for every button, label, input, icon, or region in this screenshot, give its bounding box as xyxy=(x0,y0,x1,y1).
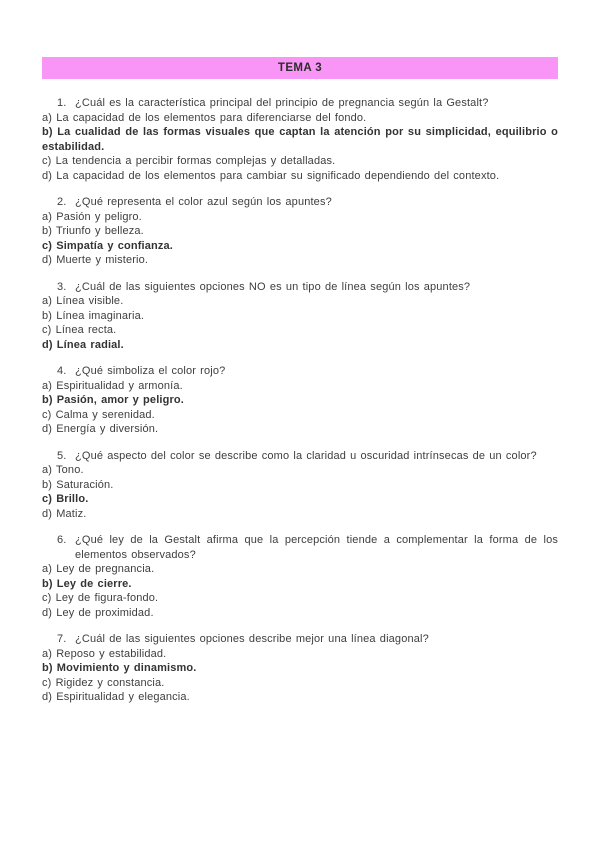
answer-option xyxy=(42,169,558,184)
option-letter: c) xyxy=(42,155,52,167)
option-letter: a) xyxy=(42,379,53,392)
option-text: La tendencia a percibir formas complejas y detalladas. xyxy=(55,155,336,167)
answer-option xyxy=(42,507,558,522)
option-letter: a) xyxy=(42,210,53,223)
option-text: Ley de proximidad. xyxy=(56,606,154,619)
answer-option xyxy=(42,393,558,408)
option-letter: a) xyxy=(42,111,53,124)
question-block xyxy=(42,364,558,437)
question-number: 1. xyxy=(57,97,67,109)
answer-option xyxy=(42,338,558,353)
option-letter: b) xyxy=(42,126,53,138)
option-text: Reposo y estabilidad. xyxy=(56,647,167,660)
answer-option xyxy=(42,492,558,507)
question-block xyxy=(42,96,558,183)
question-block xyxy=(42,533,558,620)
option-letter: c) xyxy=(42,592,52,604)
option-text: Ley de pregnancia. xyxy=(56,563,155,575)
option-text: Ley de figura-fondo. xyxy=(55,592,159,604)
option-text: Movimiento y dinamismo. xyxy=(56,662,197,674)
option-letter: d) xyxy=(42,254,53,266)
questions-list xyxy=(42,96,558,705)
answer-option xyxy=(42,562,558,577)
tema-title: TEMA 3 xyxy=(277,62,323,74)
answer-option xyxy=(42,253,558,268)
option-text: Línea visible. xyxy=(56,295,124,307)
answer-option xyxy=(42,224,558,239)
question-number: 2. xyxy=(57,196,67,208)
answer-option xyxy=(42,591,558,606)
option-text: Calma y serenidad. xyxy=(55,408,155,421)
answer-option xyxy=(42,478,558,493)
question-number: 7. xyxy=(57,633,67,645)
question-text xyxy=(42,533,558,562)
option-letter: d) xyxy=(42,606,53,619)
option-letter: a) xyxy=(42,563,53,575)
answer-option xyxy=(42,676,558,691)
answer-option xyxy=(42,111,558,126)
answer-option xyxy=(42,647,558,662)
option-letter: d) xyxy=(42,507,53,520)
option-text: Ley de cierre. xyxy=(56,577,132,590)
option-text: Tono. xyxy=(56,464,84,476)
question-text xyxy=(42,632,558,647)
answer-option xyxy=(42,309,558,324)
answer-option xyxy=(42,661,558,676)
option-letter: a) xyxy=(42,464,53,476)
answer-option xyxy=(42,463,558,478)
question-block xyxy=(42,632,558,705)
answer-option xyxy=(42,210,558,225)
option-text: Energía y diversión. xyxy=(56,423,159,435)
option-text: La capacidad de los elementos para diferenciarse del fondo. xyxy=(56,111,367,124)
option-text: Pasión y peligro. xyxy=(56,210,142,223)
question-text xyxy=(42,364,558,379)
option-text: Brillo. xyxy=(56,493,89,505)
option-letter: d) xyxy=(42,338,53,351)
answer-option xyxy=(42,379,558,394)
question-text-content: ¿Cuál es la característica principal del principio de pregnancia según la Gestalt? xyxy=(75,97,489,109)
option-text: Saturación. xyxy=(56,478,114,491)
answer-option xyxy=(42,125,558,154)
option-text: Espiritualidad y elegancia. xyxy=(56,691,190,703)
option-letter: c) xyxy=(42,408,52,421)
option-text: Línea radial. xyxy=(56,338,124,351)
question-block xyxy=(42,449,558,522)
answer-option xyxy=(42,422,558,437)
question-number: 4. xyxy=(57,365,67,377)
question-number: 3. xyxy=(57,280,67,293)
option-text: Matiz. xyxy=(56,507,87,520)
answer-option xyxy=(42,154,558,169)
answer-option xyxy=(42,606,558,621)
option-letter: d) xyxy=(42,169,53,182)
option-letter: b) xyxy=(42,478,53,491)
answer-option xyxy=(42,239,558,254)
question-text xyxy=(42,195,558,210)
option-letter: c) xyxy=(42,324,52,336)
question-number: 6. xyxy=(57,534,67,546)
question-text-content: ¿Qué representa el color azul según los apuntes? xyxy=(75,196,332,208)
option-text: La cualidad de las formas visuales que captan la atención por su simplicidad, equilibrio o estabilidad. xyxy=(42,126,559,153)
option-letter: b) xyxy=(42,309,53,322)
option-letter: d) xyxy=(42,691,53,703)
option-text: Rigidez y constancia. xyxy=(55,676,165,689)
question-text-content: ¿Cuál de las siguientes opciones NO es un tipo de línea según los apuntes? xyxy=(75,280,471,293)
option-text: Triunfo y belleza. xyxy=(56,225,144,237)
option-text: Línea recta. xyxy=(55,324,117,336)
answer-option xyxy=(42,294,558,309)
option-text: Muerte y misterio. xyxy=(56,254,149,266)
answer-option xyxy=(42,323,558,338)
option-letter: c) xyxy=(42,493,53,505)
question-text-content: ¿Qué ley de la Gestalt afirma que la percepción tiende a complementar la forma de los elementos observados? xyxy=(75,534,558,561)
option-letter: c) xyxy=(42,676,52,689)
question-block xyxy=(42,280,558,353)
question-text xyxy=(42,96,558,111)
answer-option xyxy=(42,577,558,592)
question-text xyxy=(42,280,558,295)
option-text: Línea imaginaria. xyxy=(56,309,145,322)
answer-option xyxy=(42,408,558,423)
option-letter: b) xyxy=(42,225,53,237)
option-letter: b) xyxy=(42,662,53,674)
tema-banner xyxy=(42,57,558,79)
question-text-content: ¿Qué aspecto del color se describe como la claridad u oscuridad intrínsecas de un color? xyxy=(75,449,537,462)
answer-option xyxy=(42,690,558,705)
option-letter: a) xyxy=(42,295,53,307)
option-letter: a) xyxy=(42,647,53,660)
option-text: La capacidad de los elementos para cambiar su significado dependiendo del contexto. xyxy=(56,169,500,182)
option-letter: b) xyxy=(42,394,53,406)
option-letter: d) xyxy=(42,423,53,435)
option-letter: c) xyxy=(42,239,53,252)
option-text: Simpatía y confianza. xyxy=(56,239,174,252)
question-block xyxy=(42,195,558,268)
question-text-content: ¿Qué simboliza el color rojo? xyxy=(75,365,226,377)
question-text xyxy=(42,449,558,464)
option-text: Pasión, amor y peligro. xyxy=(56,394,184,406)
question-text-content: ¿Cuál de las siguientes opciones describe mejor una línea diagonal? xyxy=(75,633,429,645)
question-number: 5. xyxy=(57,449,67,462)
option-text: Espiritualidad y armonía. xyxy=(56,379,183,392)
option-letter: b) xyxy=(42,577,53,590)
